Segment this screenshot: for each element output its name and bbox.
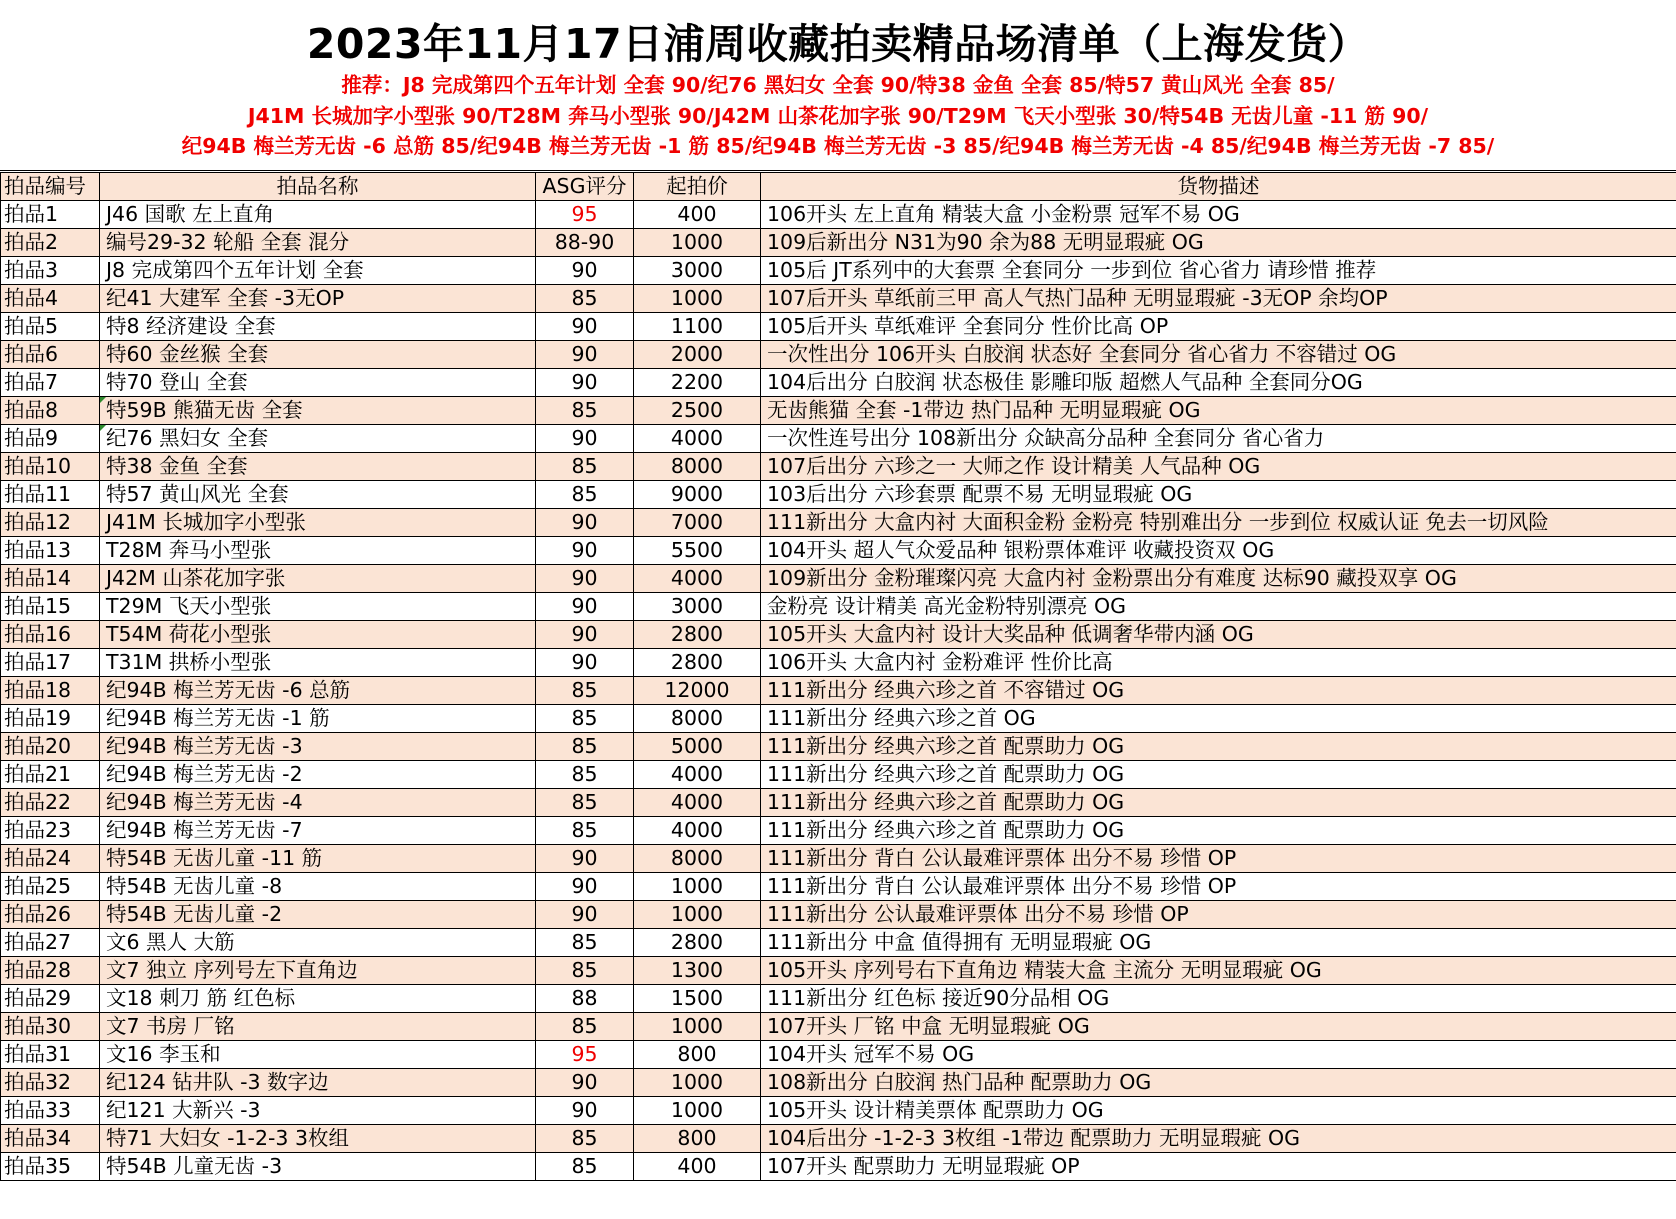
lot-number-cell: 拍品3 bbox=[1, 257, 100, 285]
description-cell: 109后新出分 N31为90 余为88 无明显瑕疵 OG bbox=[761, 229, 1676, 257]
lot-name-cell: 特8 经济建设 全套 bbox=[100, 313, 536, 341]
lot-name-cell: J8 完成第四个五年计划 全套 bbox=[100, 257, 536, 285]
lot-number-cell: 拍品10 bbox=[1, 453, 100, 481]
table-row bbox=[1, 621, 1676, 649]
asg-score-cell: 90 bbox=[536, 621, 634, 649]
description-cell: 111新出分 经典六珍之首 配票助力 OG bbox=[761, 817, 1676, 845]
asg-score-cell: 90 bbox=[536, 257, 634, 285]
table-row bbox=[1, 733, 1676, 761]
lot-number-cell: 拍品15 bbox=[1, 593, 100, 621]
description-cell: 105后 JT系列中的大套票 全套同分 一步到位 省心省力 请珍惜 推荐 bbox=[761, 257, 1676, 285]
lot-name-cell: 特71 大妇女 -1-2-3 3枚组 bbox=[100, 1125, 536, 1153]
start-price-cell: 400 bbox=[634, 201, 761, 229]
table-row bbox=[1, 593, 1676, 621]
lot-name-cell: 特54B 儿童无齿 -3 bbox=[100, 1153, 536, 1181]
table-row bbox=[1, 1097, 1676, 1125]
lot-number-cell: 拍品21 bbox=[1, 761, 100, 789]
start-price-cell: 2000 bbox=[634, 341, 761, 369]
asg-score-cell: 90 bbox=[536, 1069, 634, 1097]
description-cell: 一次性出分 106开头 白胶润 状态好 全套同分 省心省力 不容错过 OG bbox=[761, 341, 1676, 369]
lot-number-cell: 拍品35 bbox=[1, 1153, 100, 1181]
lot-number-cell: 拍品25 bbox=[1, 873, 100, 901]
asg-score-cell: 85 bbox=[536, 761, 634, 789]
lot-name-cell: 特54B 无齿儿童 -2 bbox=[100, 901, 536, 929]
header-asg-score: ASG评分 bbox=[536, 173, 634, 201]
description-cell: 104后出分 白胶润 状态极佳 影雕印版 超燃人气品种 全套同分OG bbox=[761, 369, 1676, 397]
lot-name-cell: 特70 登山 全套 bbox=[100, 369, 536, 397]
table-row bbox=[1, 313, 1676, 341]
asg-score-cell: 90 bbox=[536, 313, 634, 341]
description-cell: 104后出分 -1-2-3 3枚组 -1带边 配票助力 无明显瑕疵 OG bbox=[761, 1125, 1676, 1153]
table-row bbox=[1, 957, 1676, 985]
table-row bbox=[1, 929, 1676, 957]
description-cell: 105开头 大盒内衬 设计大奖品种 低调奢华带内涵 OG bbox=[761, 621, 1676, 649]
lot-name-cell: 纪94B 梅兰芳无齿 -7 bbox=[100, 817, 536, 845]
start-price-cell: 2500 bbox=[634, 397, 761, 425]
lot-name-cell: 特54B 无齿儿童 -11 筋 bbox=[100, 845, 536, 873]
start-price-cell: 4000 bbox=[634, 789, 761, 817]
start-price-cell: 800 bbox=[634, 1125, 761, 1153]
lot-number-cell: 拍品11 bbox=[1, 481, 100, 509]
table-row bbox=[1, 425, 1676, 453]
description-cell: 111新出分 红色标 接近90分品相 OG bbox=[761, 985, 1676, 1013]
start-price-cell: 1000 bbox=[634, 1013, 761, 1041]
start-price-cell: 1300 bbox=[634, 957, 761, 985]
table-row bbox=[1, 1153, 1676, 1181]
asg-score-cell: 85 bbox=[536, 285, 634, 313]
table-row bbox=[1, 369, 1676, 397]
start-price-cell: 3000 bbox=[634, 257, 761, 285]
start-price-cell: 4000 bbox=[634, 817, 761, 845]
asg-score-cell: 88-90 bbox=[536, 229, 634, 257]
lot-number-cell: 拍品4 bbox=[1, 285, 100, 313]
start-price-cell: 1000 bbox=[634, 1097, 761, 1125]
lot-number-cell: 拍品30 bbox=[1, 1013, 100, 1041]
asg-score-cell: 90 bbox=[536, 593, 634, 621]
description-cell: 111新出分 经典六珍之首 配票助力 OG bbox=[761, 789, 1676, 817]
lot-name-cell: 文7 书房 厂铭 bbox=[100, 1013, 536, 1041]
description-cell: 111新出分 经典六珍之首 不容错过 OG bbox=[761, 677, 1676, 705]
asg-score-cell: 90 bbox=[536, 1097, 634, 1125]
lot-name-cell: T54M 荷花小型张 bbox=[100, 621, 536, 649]
lot-name-cell: 纪124 钻井队 -3 数字边 bbox=[100, 1069, 536, 1097]
asg-score-cell: 85 bbox=[536, 705, 634, 733]
description-cell: 111新出分 经典六珍之首 OG bbox=[761, 705, 1676, 733]
lot-number-cell: 拍品29 bbox=[1, 985, 100, 1013]
lot-name-cell: 文18 刺刀 筋 红色标 bbox=[100, 985, 536, 1013]
description-cell: 108新出分 白胶润 热门品种 配票助力 OG bbox=[761, 1069, 1676, 1097]
lot-name-cell: 文16 李玉和 bbox=[100, 1041, 536, 1069]
lot-name-cell: 纪76 黑妇女 全套 bbox=[100, 425, 536, 453]
description-cell: 103后出分 六珍套票 配票不易 无明显瑕疵 OG bbox=[761, 481, 1676, 509]
table-row bbox=[1, 509, 1676, 537]
table-row bbox=[1, 789, 1676, 817]
lot-name-cell: 文7 独立 序列号左下直角边 bbox=[100, 957, 536, 985]
lot-number-cell: 拍品23 bbox=[1, 817, 100, 845]
start-price-cell: 2800 bbox=[634, 929, 761, 957]
lot-number-cell: 拍品13 bbox=[1, 537, 100, 565]
table-row bbox=[1, 985, 1676, 1013]
lot-number-cell: 拍品8 bbox=[1, 397, 100, 425]
start-price-cell: 4000 bbox=[634, 425, 761, 453]
table-row bbox=[1, 677, 1676, 705]
description-cell: 107开头 厂铭 中盒 无明显瑕疵 OG bbox=[761, 1013, 1676, 1041]
start-price-cell: 2200 bbox=[634, 369, 761, 397]
table-row bbox=[1, 845, 1676, 873]
lot-number-cell: 拍品34 bbox=[1, 1125, 100, 1153]
start-price-cell: 1000 bbox=[634, 901, 761, 929]
lot-name-cell: J41M 长城加字小型张 bbox=[100, 509, 536, 537]
description-cell: 111新出分 背白 公认最难评票体 出分不易 珍惜 OP bbox=[761, 873, 1676, 901]
asg-score-cell: 90 bbox=[536, 565, 634, 593]
asg-score-cell: 85 bbox=[536, 929, 634, 957]
description-cell: 111新出分 经典六珍之首 配票助力 OG bbox=[761, 733, 1676, 761]
start-price-cell: 3000 bbox=[634, 593, 761, 621]
start-price-cell: 1500 bbox=[634, 985, 761, 1013]
description-cell: 111新出分 公认最难评票体 出分不易 珍惜 OP bbox=[761, 901, 1676, 929]
lot-number-cell: 拍品7 bbox=[1, 369, 100, 397]
lot-number-cell: 拍品16 bbox=[1, 621, 100, 649]
start-price-cell: 1000 bbox=[634, 229, 761, 257]
table-row bbox=[1, 565, 1676, 593]
lot-number-cell: 拍品32 bbox=[1, 1069, 100, 1097]
lot-name-cell: T28M 奔马小型张 bbox=[100, 537, 536, 565]
lot-name-cell: 纪94B 梅兰芳无齿 -2 bbox=[100, 761, 536, 789]
description-cell: 105开头 序列号右下直角边 精装大盒 主流分 无明显瑕疵 OG bbox=[761, 957, 1676, 985]
start-price-cell: 7000 bbox=[634, 509, 761, 537]
table-row bbox=[1, 817, 1676, 845]
table-row bbox=[1, 901, 1676, 929]
asg-score-cell: 90 bbox=[536, 873, 634, 901]
asg-score-cell: 85 bbox=[536, 1125, 634, 1153]
start-price-cell: 1000 bbox=[634, 873, 761, 901]
asg-score-cell: 85 bbox=[536, 957, 634, 985]
start-price-cell: 2800 bbox=[634, 649, 761, 677]
table-row bbox=[1, 453, 1676, 481]
lot-name-cell: 特57 黄山风光 全套 bbox=[100, 481, 536, 509]
start-price-cell: 8000 bbox=[634, 845, 761, 873]
table-row bbox=[1, 481, 1676, 509]
header-lot-name: 拍品名称 bbox=[100, 173, 536, 201]
lot-name-cell: 文6 黑人 大筋 bbox=[100, 929, 536, 957]
lot-name-cell: 特38 金鱼 全套 bbox=[100, 453, 536, 481]
table-row bbox=[1, 341, 1676, 369]
header-banner bbox=[0, 0, 1676, 171]
header-lot-number: 拍品编号 bbox=[1, 173, 100, 201]
table-row bbox=[1, 1069, 1676, 1097]
description-cell: 104开头 超人气众爱品种 银粉票体难评 收藏投资双 OG bbox=[761, 537, 1676, 565]
table-row bbox=[1, 1125, 1676, 1153]
asg-score-cell: 90 bbox=[536, 649, 634, 677]
lot-number-cell: 拍品12 bbox=[1, 509, 100, 537]
table-row bbox=[1, 705, 1676, 733]
start-price-cell: 5000 bbox=[634, 733, 761, 761]
page-title: 2023年11月17日浦周收藏拍卖精品场清单（上海发货） bbox=[306, 20, 1370, 68]
lot-number-cell: 拍品9 bbox=[1, 425, 100, 453]
description-cell: 106开头 大盒内衬 金粉难评 性价比高 bbox=[761, 649, 1676, 677]
description-cell: 一次性连号出分 108新出分 众缺高分品种 全套同分 省心省力 bbox=[761, 425, 1676, 453]
start-price-cell: 1000 bbox=[634, 285, 761, 313]
lot-name-cell: T31M 拱桥小型张 bbox=[100, 649, 536, 677]
description-cell: 111新出分 大盒内衬 大面积金粉 金粉亮 特别难出分 一步到位 权威认证 免去一切风险 bbox=[761, 509, 1676, 537]
table-row bbox=[1, 397, 1676, 425]
lot-number-cell: 拍品1 bbox=[1, 201, 100, 229]
lot-name-cell: 特59B 熊猫无齿 全套 bbox=[100, 397, 536, 425]
description-cell: 104开头 冠军不易 OG bbox=[761, 1041, 1676, 1069]
start-price-cell: 1000 bbox=[634, 1069, 761, 1097]
start-price-cell: 1100 bbox=[634, 313, 761, 341]
lot-number-cell: 拍品19 bbox=[1, 705, 100, 733]
table-row bbox=[1, 761, 1676, 789]
asg-score-cell: 85 bbox=[536, 453, 634, 481]
lot-name-cell: 纪94B 梅兰芳无齿 -1 筋 bbox=[100, 705, 536, 733]
table-header-row bbox=[1, 173, 1676, 201]
lot-name-cell: 编号29-32 轮船 全套 混分 bbox=[100, 229, 536, 257]
asg-score-cell: 88 bbox=[536, 985, 634, 1013]
lot-number-cell: 拍品26 bbox=[1, 901, 100, 929]
description-cell: 107后出分 六珍之一 大师之作 设计精美 人气品种 OG bbox=[761, 453, 1676, 481]
lot-table bbox=[0, 172, 1676, 1181]
lot-name-cell: J42M 山茶花加字张 bbox=[100, 565, 536, 593]
asg-score-cell: 85 bbox=[536, 677, 634, 705]
start-price-cell: 2800 bbox=[634, 621, 761, 649]
asg-score-cell: 90 bbox=[536, 341, 634, 369]
start-price-cell: 400 bbox=[634, 1153, 761, 1181]
lot-number-cell: 拍品5 bbox=[1, 313, 100, 341]
lot-number-cell: 拍品14 bbox=[1, 565, 100, 593]
lot-number-cell: 拍品6 bbox=[1, 341, 100, 369]
lot-number-cell: 拍品2 bbox=[1, 229, 100, 257]
asg-score-cell: 95 bbox=[536, 201, 634, 229]
lot-number-cell: 拍品28 bbox=[1, 957, 100, 985]
description-cell: 111新出分 中盒 值得拥有 无明显瑕疵 OG bbox=[761, 929, 1676, 957]
asg-score-cell: 85 bbox=[536, 733, 634, 761]
table-row bbox=[1, 201, 1676, 229]
description-cell: 无齿熊猫 全套 -1带边 热门品种 无明显瑕疵 OG bbox=[761, 397, 1676, 425]
recommend-line-1: 推荐：J8 完成第四个五年计划 全套 90/纪76 黑妇女 全套 90/特38 金鱼 全套 85/特57 黄山风光 全套 85/ bbox=[341, 73, 1335, 97]
table-row bbox=[1, 285, 1676, 313]
asg-score-cell: 85 bbox=[536, 1013, 634, 1041]
lot-number-cell: 拍品31 bbox=[1, 1041, 100, 1069]
asg-score-cell: 90 bbox=[536, 537, 634, 565]
lot-name-cell: J46 国歌 左上直角 bbox=[100, 201, 536, 229]
asg-score-cell: 90 bbox=[536, 509, 634, 537]
start-price-cell: 8000 bbox=[634, 705, 761, 733]
header-start-price: 起拍价 bbox=[634, 173, 761, 201]
description-cell: 109新出分 金粉璀璨闪亮 大盒内衬 金粉票出分有难度 达标90 藏投双享 OG bbox=[761, 565, 1676, 593]
recommend-line-2: J41M 长城加字小型张 90/T28M 奔马小型张 90/J42M 山茶花加字张 90/T29M 飞天小型张 30/特54B 无齿儿童 -11 筋 90/ bbox=[247, 104, 1429, 128]
description-cell: 金粉亮 设计精美 高光金粉特别漂亮 OG bbox=[761, 593, 1676, 621]
header-description: 货物描述 bbox=[761, 173, 1676, 201]
lot-number-cell: 拍品18 bbox=[1, 677, 100, 705]
asg-score-cell: 90 bbox=[536, 901, 634, 929]
table-row bbox=[1, 873, 1676, 901]
asg-score-cell: 85 bbox=[536, 481, 634, 509]
lot-number-cell: 拍品33 bbox=[1, 1097, 100, 1125]
description-cell: 105开头 设计精美票体 配票助力 OG bbox=[761, 1097, 1676, 1125]
start-price-cell: 4000 bbox=[634, 565, 761, 593]
table-row bbox=[1, 1013, 1676, 1041]
asg-score-cell: 85 bbox=[536, 817, 634, 845]
start-price-cell: 4000 bbox=[634, 761, 761, 789]
asg-score-cell: 90 bbox=[536, 845, 634, 873]
lot-name-cell: 纪41 大建军 全套 -3无OP bbox=[100, 285, 536, 313]
start-price-cell: 8000 bbox=[634, 453, 761, 481]
asg-score-cell: 85 bbox=[536, 1153, 634, 1181]
description-cell: 111新出分 经典六珍之首 配票助力 OG bbox=[761, 761, 1676, 789]
asg-score-cell: 85 bbox=[536, 789, 634, 817]
lot-name-cell: 特60 金丝猴 全套 bbox=[100, 341, 536, 369]
table-row bbox=[1, 537, 1676, 565]
description-cell: 106开头 左上直角 精装大盒 小金粉票 冠军不易 OG bbox=[761, 201, 1676, 229]
lot-name-cell: 纪94B 梅兰芳无齿 -4 bbox=[100, 789, 536, 817]
asg-score-cell: 90 bbox=[536, 369, 634, 397]
asg-score-cell: 90 bbox=[536, 425, 634, 453]
description-cell: 111新出分 背白 公认最难评票体 出分不易 珍惜 OP bbox=[761, 845, 1676, 873]
description-cell: 107开头 配票助力 无明显瑕疵 OP bbox=[761, 1153, 1676, 1181]
lot-number-cell: 拍品20 bbox=[1, 733, 100, 761]
lot-name-cell: 纪121 大新兴 -3 bbox=[100, 1097, 536, 1125]
asg-score-cell: 95 bbox=[536, 1041, 634, 1069]
lot-name-cell: 纪94B 梅兰芳无齿 -6 总筋 bbox=[100, 677, 536, 705]
lot-number-cell: 拍品17 bbox=[1, 649, 100, 677]
lot-name-cell: T29M 飞天小型张 bbox=[100, 593, 536, 621]
start-price-cell: 5500 bbox=[634, 537, 761, 565]
lot-number-cell: 拍品27 bbox=[1, 929, 100, 957]
table-row bbox=[1, 257, 1676, 285]
table-row bbox=[1, 229, 1676, 257]
lot-name-cell: 特54B 无齿儿童 -8 bbox=[100, 873, 536, 901]
lot-name-cell: 纪94B 梅兰芳无齿 -3 bbox=[100, 733, 536, 761]
asg-score-cell: 85 bbox=[536, 397, 634, 425]
table-row bbox=[1, 649, 1676, 677]
start-price-cell: 9000 bbox=[634, 481, 761, 509]
recommend-line-3: 纪94B 梅兰芳无齿 -6 总筋 85/纪94B 梅兰芳无齿 -1 筋 85/纪94B 梅兰芳无齿 -3 85/纪94B 梅兰芳无齿 -4 85/纪94B 梅兰芳无齿 -7 85/ bbox=[181, 134, 1495, 158]
description-cell: 105后开头 草纸难评 全套同分 性价比高 OP bbox=[761, 313, 1676, 341]
start-price-cell: 12000 bbox=[634, 677, 761, 705]
description-cell: 107后开头 草纸前三甲 高人气热门品种 无明显瑕疵 -3无OP 余均OP bbox=[761, 285, 1676, 313]
lot-number-cell: 拍品24 bbox=[1, 845, 100, 873]
start-price-cell: 800 bbox=[634, 1041, 761, 1069]
table-row bbox=[1, 1041, 1676, 1069]
lot-number-cell: 拍品22 bbox=[1, 789, 100, 817]
